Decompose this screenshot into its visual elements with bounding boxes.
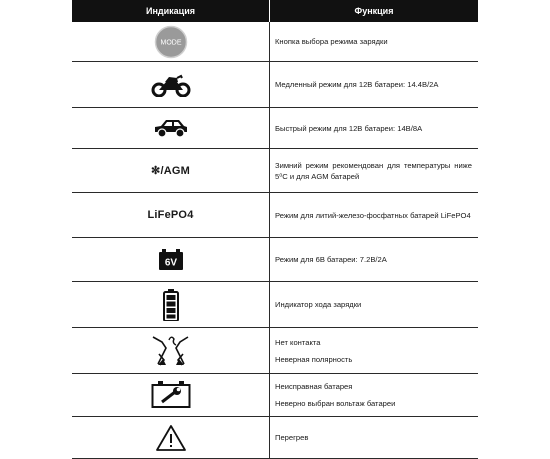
warning-triangle-icon <box>155 424 187 452</box>
function-text: Перегрев <box>275 433 309 442</box>
motorcycle-icon <box>151 73 191 97</box>
function-cell <box>270 417 478 458</box>
snowflake-agm-icon: ✼/AGM <box>151 165 190 177</box>
charge-indicator-icon <box>163 289 179 321</box>
function-text: Зимний режим рекомендован для температуры ниже 5⁰С и для AGM батарей <box>275 160 472 181</box>
indication-cell <box>72 149 270 192</box>
indication-cell <box>72 374 270 416</box>
table-row <box>72 193 478 238</box>
mode-button-label: MODE <box>160 39 181 46</box>
mode-button-icon <box>154 25 188 59</box>
function-text: Индикатор хода зарядки <box>275 300 362 309</box>
function-cell <box>270 108 478 148</box>
table-row <box>72 328 478 374</box>
function-text: Медленный режим для 12В батареи: 14.4В/2А <box>275 80 439 89</box>
function-text: Нет контакта <box>275 337 321 347</box>
indication-cell <box>72 238 270 281</box>
function-cell <box>270 22 478 61</box>
function-cell <box>270 149 478 192</box>
table-header <box>72 0 478 22</box>
function-text: Режим для 6В батареи: 7.2В/2А <box>275 255 387 264</box>
function-text: Быстрый режим для 12В батареи: 14В/8А <box>275 123 423 133</box>
indication-cell <box>72 282 270 327</box>
indication-table <box>72 0 478 459</box>
function-text: Неверно выбран вольтаж батареи <box>275 399 396 408</box>
function-cell <box>270 62 478 107</box>
header-function: Функция <box>269 0 478 22</box>
table-row <box>72 62 478 108</box>
function-cell <box>270 374 478 416</box>
table-row <box>72 108 478 149</box>
function-cell <box>270 238 478 281</box>
indication-cell <box>72 108 270 148</box>
function-cell <box>270 328 478 373</box>
table-row <box>72 149 478 193</box>
function-cell <box>270 282 478 327</box>
indication-cell <box>72 62 270 107</box>
battery-6v-icon <box>158 249 184 271</box>
indication-cell <box>72 193 270 237</box>
indication-cell <box>72 328 270 373</box>
table-row <box>72 238 478 282</box>
indication-cell <box>72 22 270 61</box>
faulty-battery-icon <box>151 381 191 409</box>
function-cell <box>270 193 478 237</box>
table-row <box>72 22 478 62</box>
lifepo4-icon: LiFePO4 <box>147 209 194 221</box>
function-text: Неисправная батарея <box>275 382 353 391</box>
table-row <box>72 417 478 459</box>
table-row <box>72 374 478 417</box>
car-icon <box>153 118 189 138</box>
function-text: Кнопка выбора режима зарядки <box>275 37 388 46</box>
function-text: Неверная полярность <box>275 354 353 364</box>
battery-6v-label: 6V <box>164 257 177 268</box>
function-text: Режим для литий-железо-фосфатных батарей LiFePO4 <box>275 210 471 220</box>
table-row <box>72 282 478 328</box>
clamps-icon <box>150 334 192 368</box>
header-indication: Индикация <box>146 6 195 16</box>
indication-cell <box>72 417 270 458</box>
